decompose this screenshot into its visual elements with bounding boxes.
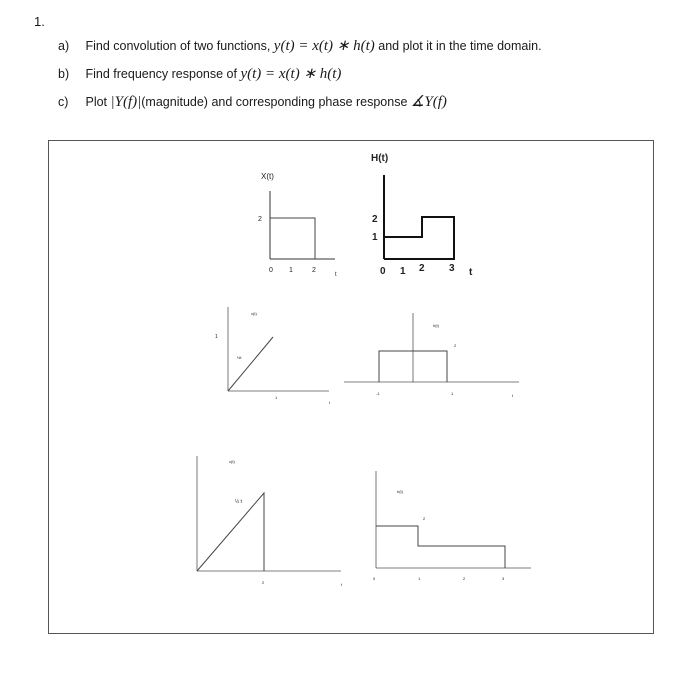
fig3-h-signal [376,526,505,568]
fig3-x-xaxis-label: t [341,582,343,587]
fig3-x-plot [197,456,343,587]
fig1-h-signal [384,217,454,259]
fig1-h-ytick-2: 2 [372,214,378,225]
fig1-x-ytick: 2 [258,216,262,223]
fig2-h-plot [344,313,519,398]
fig1-x-signal [270,218,315,259]
item-c-math: |Y(f)| [110,94,142,110]
figure-canvas [49,141,655,635]
fig1-h-ytick-1: 1 [372,232,378,243]
item-b-text: Find frequency response of [85,67,237,81]
item-c [58,92,447,111]
fig3-h-title: h(t) [397,489,403,494]
fig2-x-ytick: 1 [215,334,218,340]
item-a [58,36,542,55]
item-a-math: y(t) = x(t) ∗ h(t) [273,38,375,54]
item-b [58,64,341,83]
fig1-x-xaxis-label: t [335,272,337,278]
item-c-label: c) [58,95,69,109]
fig1-h-xtick-1: 1 [400,266,406,277]
fig2-x-xaxis-label: t [329,400,331,405]
figure-panel [48,140,654,634]
fig2-x-xtick: 1 [275,395,278,400]
fig2-h-ytick: 2 [454,343,457,348]
fig3-h-ytick: 2 [423,516,426,521]
fig1-h-plot [371,153,473,278]
item-a-tail: and plot it in the time domain. [378,39,542,53]
question-number: 1. [34,14,45,29]
fig3-h-plot [373,471,531,581]
fig1-h-xtick-2: 2 [419,263,425,274]
item-c-text: Plot [85,95,108,109]
item-c-math-phase: ∡Y(f) [410,94,447,110]
fig1-x-xtick-2: 2 [312,267,316,274]
item-b-label: b) [58,67,70,81]
fig1-x-title: X(t) [261,172,274,181]
fig3-x-title: x(t) [229,459,235,464]
fig3-h-xtick-3: 3 [502,576,505,581]
item-c-tail: (magnitude) and corresponding phase response [141,95,408,109]
fig3-x-ramp [197,493,264,571]
fig1-h-xtick-3: 3 [449,263,455,274]
fig3-h-xtick-0: 0 [373,576,376,581]
item-a-text: Find convolution of two functions, [85,39,271,53]
fig1-h-xaxis-label: t [469,267,473,278]
fig3-x-xtick: 2 [262,580,265,585]
fig2-x-ramp [228,337,273,391]
fig1-x-plot [258,172,337,278]
item-a-label: a) [58,39,70,53]
fig2-h-title: h(t) [433,323,439,328]
fig2-h-xtick-1: 1 [451,391,454,396]
fig3-x-slope-label: ½ t [235,499,242,505]
fig1-x-xtick-1: 1 [289,267,293,274]
fig3-h-xtick-1: 1 [418,576,421,581]
fig2-h-xtick-0: -1 [376,391,380,396]
item-b-math: y(t) = x(t) ∗ h(t) [240,66,342,82]
fig2-x-slope-label: ½t [237,355,242,360]
fig1-x-xtick-0: 0 [269,267,273,274]
fig2-x-title: x(t) [251,311,257,316]
fig3-h-xtick-2: 2 [463,576,466,581]
fig1-h-title: H(t) [371,153,389,164]
fig1-h-xtick-0: 0 [380,266,386,277]
fig2-x-plot [215,307,331,405]
fig2-h-xaxis-label: t [512,393,514,398]
